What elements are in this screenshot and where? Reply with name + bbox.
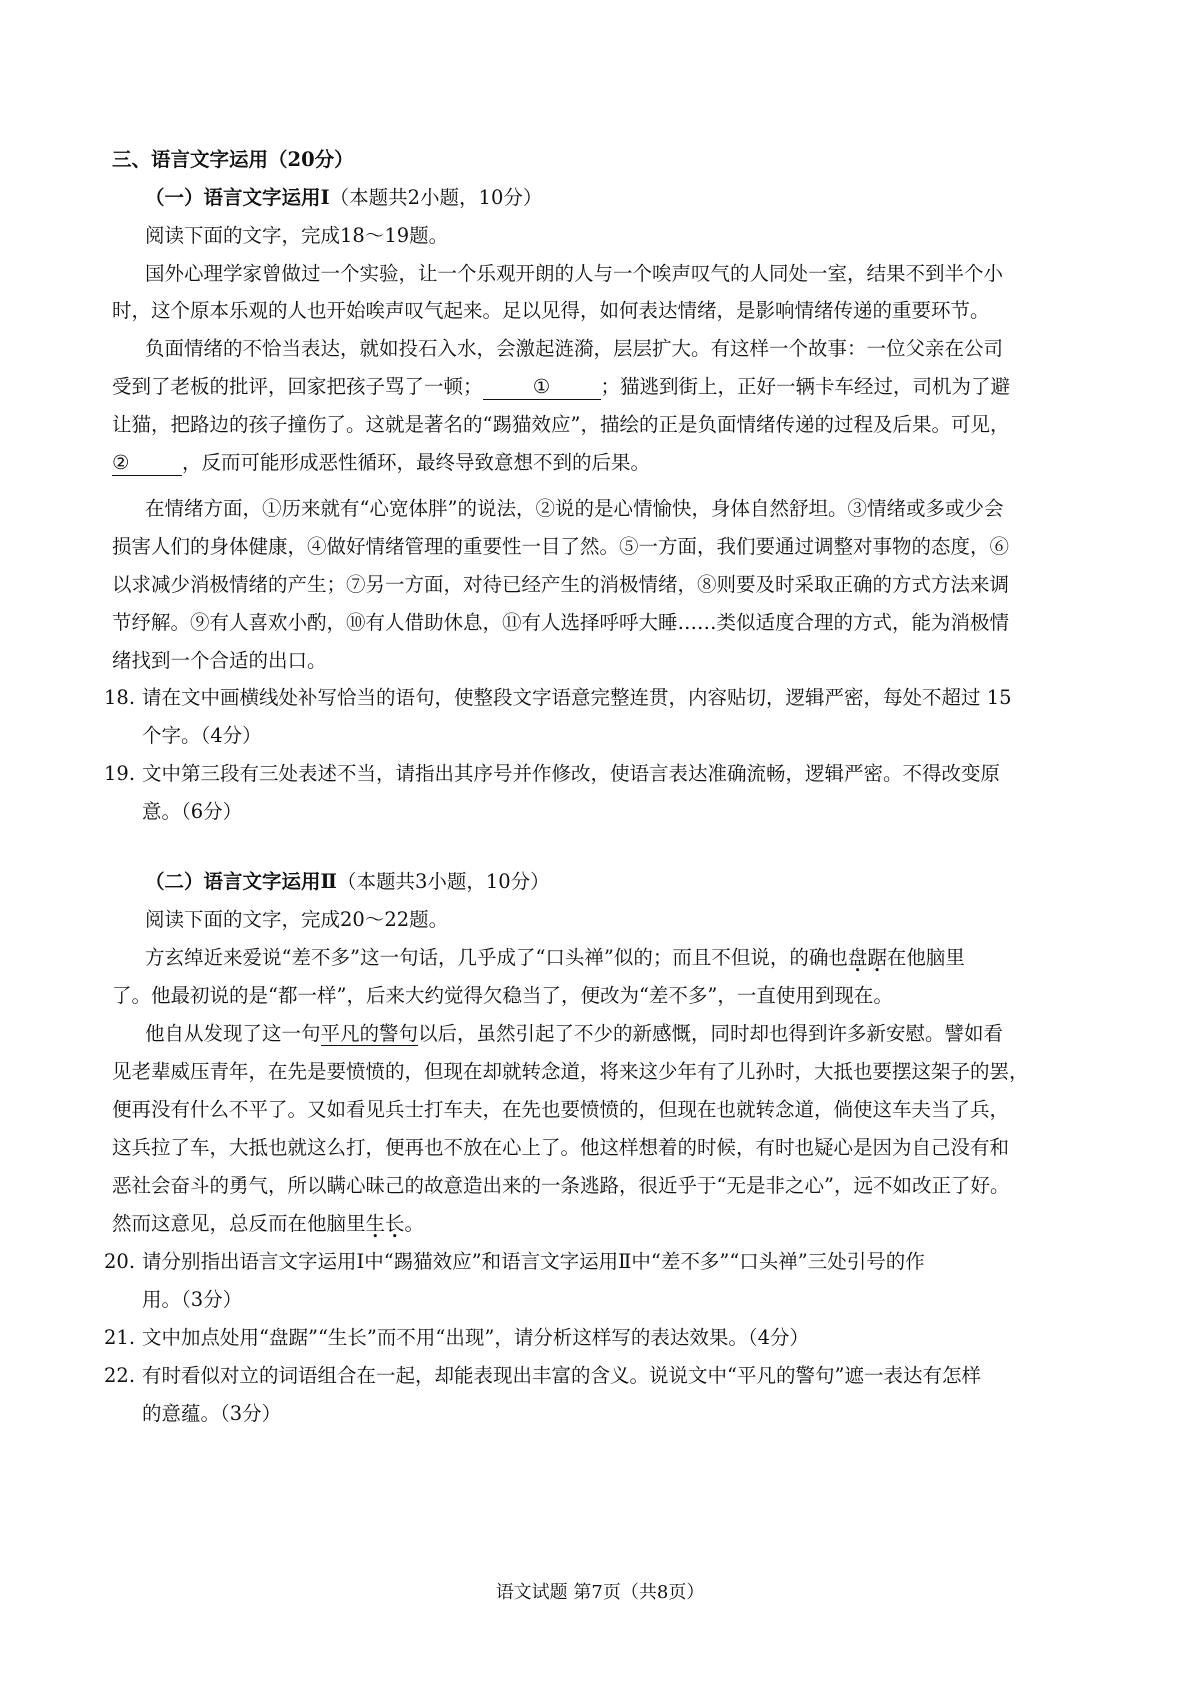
question-19	[104, 760, 1000, 788]
part1-p1-line2: 时，这个原本乐观的人也开始唉声叹气起来。足以见得，如何表达情绪，是影响情绪传递的重要环节。	[112, 299, 990, 322]
question-18	[104, 684, 1012, 712]
part1-instruction: 阅读下面的文字，完成18～19题。	[145, 224, 449, 247]
part1-p3-line1: 在情绪方面，①历来就有“心宽体胖”的说法，②说的是心情愉快，身体自然舒坦。③情绪或多或少会	[145, 497, 1004, 520]
question-22-line2: 的意蕴。（3分）	[142, 1402, 282, 1425]
part1-p2-line2-start: 受到了老板的批评，回家把孩子骂了一顿；	[112, 375, 483, 398]
section-title: 三、语言文字运用（20分）	[112, 148, 354, 171]
page-footer: 语文试题 第7页（共8页）	[495, 1582, 705, 1603]
part1-p2-line2-end: ；猫逃到街上，正好一辆卡车经过，司机为了避	[600, 375, 1011, 398]
question-21-line1: 文中加点处用“盘踞”“生长”而不用“出现”，请分析这样写的表达效果。（4分）	[142, 1326, 809, 1349]
part2-heading-title: （二）语言文字运用Ⅱ	[145, 870, 337, 893]
part1-p3-line2: 损害人们的身体健康，④做好情绪管理的重要性一目了然。⑤一方面，我们要通过调整对事物的态度，⑥	[112, 535, 1010, 558]
question-20-line1: 请分别指出语言文字运用Ⅰ中“踢猫效应”和语言文字运用Ⅱ中“差不多”“口头禅”三处引号的作	[142, 1250, 925, 1273]
part1-heading-title: （一）语言文字运用Ⅰ	[145, 186, 330, 209]
fill-blank-2: ②	[112, 451, 182, 476]
question-18-line1: 请在文中画横线处补写恰当的语句，使整段文字语意完整连贯，内容贴切，逻辑严密，每处不超过 15	[142, 686, 1012, 709]
emphasis-dot-char-pan: 盘	[847, 946, 868, 969]
emphasis-dot-char-zhang: 长	[385, 1212, 405, 1235]
part1-p2-line1: 负面情绪的不恰当表达，就如投石入水，会激起涟漪，层层扩大。有这样一个故事：一位父亲在公司	[145, 337, 1004, 360]
part2-p1-line1-end: 在他脑里	[886, 946, 965, 969]
part2-p2-line6	[112, 1210, 424, 1238]
part1-p2-line2	[112, 373, 1010, 401]
part1-p3-line3: 以求减少消极情绪的产生；⑦另一方面，对待已经产生的消极情绪，⑧则要及时采取正确的方式方法来调	[112, 573, 1010, 596]
part1-heading-note: （本题共2小题，10分）	[329, 186, 543, 209]
question-22-line1: 有时看似对立的词语组合在一起，却能表现出丰富的含义。说说文中“平凡的警句”遮一表达有怎样	[142, 1364, 981, 1387]
fill-blank-1: ①	[483, 375, 601, 400]
part1-p2-line3: 让猫，把路边的孩子撞伤了。这就是著名的“踢猫效应”，描绘的正是负面情绪传递的过程及后果。可见，	[112, 413, 1010, 436]
part1-p3-line4: 节纾解。⑨有人喜欢小酌，⑩有人借助休息，⑪有人选择呼呼大睡……类似适度合理的方式，能为消极情	[112, 611, 1010, 634]
question-21-number: 21.	[104, 1326, 136, 1349]
part2-heading	[145, 868, 550, 896]
part2-p2-line6-start: 然而这意见，总反而在他脑里	[112, 1212, 366, 1235]
part2-heading-note: （本题共3小题，10分）	[336, 870, 550, 893]
part2-p2-line3: 便再没有什么不平了。又如看见兵士打车夫，在先也要愤愤的，但现在也就转念道，倘使这车夫当了兵，	[112, 1098, 1010, 1121]
question-22	[104, 1362, 981, 1390]
part2-p2-line1	[145, 1020, 1003, 1048]
question-20	[104, 1248, 925, 1276]
question-20-line2: 用。（3分）	[142, 1288, 243, 1311]
part2-p1-line2: 了。他最初说的是“都一样”，后来大约觉得欠稳当了，便改为“差不多”，一直使用到现在。	[112, 984, 893, 1007]
part2-p2-line5: 恶社会奋斗的勇气，所以瞒心昧己的故意造出来的一条逃路，很近乎于“无是非之心”，远不如改正了好。	[112, 1174, 1010, 1197]
question-21	[104, 1324, 809, 1352]
part2-p1-line1	[145, 944, 965, 972]
part1-p3-line5: 绪找到一个合适的出口。	[112, 649, 327, 672]
part2-instruction: 阅读下面的文字，完成20～22题。	[145, 908, 449, 931]
part1-p2-line4	[112, 449, 650, 477]
part1-p2-line4-text: ，反而可能形成恶性循环，最终导致意想不到的后果。	[182, 451, 651, 474]
part1-p1-line1: 国外心理学家曾做过一个实验，让一个乐观开朗的人与一个唉声叹气的人同处一室，结果不到半个小	[145, 262, 1004, 285]
part1-heading	[145, 184, 542, 212]
underlined-phrase: 平凡的警句	[320, 1022, 419, 1045]
question-20-number: 20.	[104, 1250, 136, 1273]
part2-p2-line4: 这兵拉了车，大抵也就这么打，便再也不放在心上了。他这样想着的时候，有时也疑心是因为自己没有和	[112, 1136, 1010, 1159]
part2-p2-line1-start: 他自从发现了这一句	[145, 1022, 321, 1045]
question-18-number: 18.	[104, 686, 136, 709]
question-22-number: 22.	[104, 1364, 136, 1387]
part2-p2-line1-end: 以后，虽然引起了不少的新感慨，同时却也得到许多新安慰。譬如看	[418, 1022, 1004, 1045]
question-18-line2: 个字。（4分）	[142, 724, 262, 747]
question-19-line2: 意。（6分）	[142, 800, 243, 823]
question-19-line1: 文中第三段有三处表述不当，请指出其序号并作修改，使语言表达准确流畅，逻辑严密。不得改变原	[142, 762, 1001, 785]
emphasis-dot-char-ju: 踞	[867, 946, 887, 969]
question-19-number: 19.	[104, 762, 136, 785]
emphasis-dot-char-sheng: 生	[365, 1212, 386, 1235]
part2-p2-line2: 见老辈威压青年，在先是要愤愤的，但现在却就转念道，将来这少年有了儿孙时，大抵也要摆这架子的罢，	[112, 1060, 1029, 1083]
part2-p1-line1-start: 方玄绰近来爱说“差不多”这一句话，几乎成了“口头禅”似的；而且不但说，的确也	[145, 946, 848, 969]
part2-p2-line6-end: 。	[404, 1212, 425, 1235]
